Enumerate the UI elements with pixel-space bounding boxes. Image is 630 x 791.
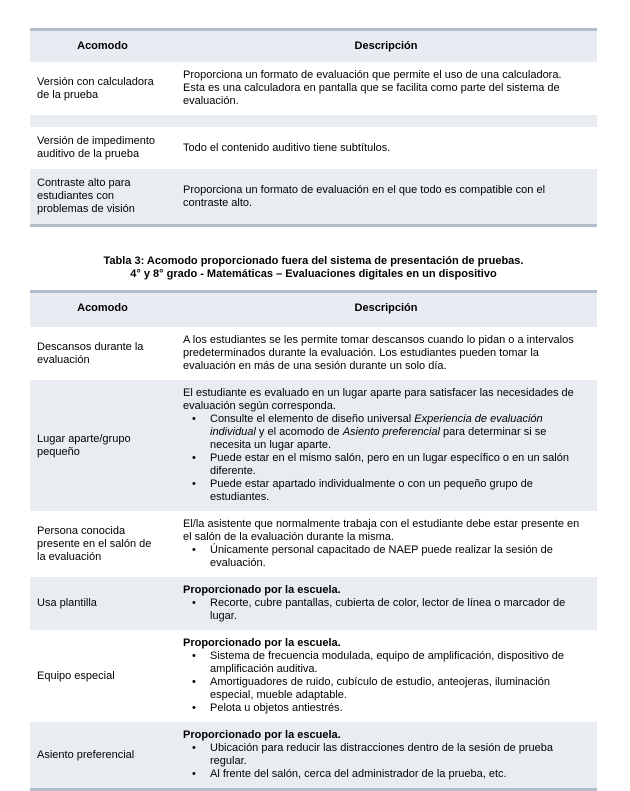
accommodations-table-2	[30, 290, 597, 791]
bullet-item	[183, 676, 581, 702]
accommodations-table-1	[30, 28, 597, 227]
caption-line-2: 4° y 8° grado - Matemáticas – Evaluaciones digitales en un dispositivo	[130, 268, 497, 280]
descripcion-cell	[175, 327, 597, 380]
bullet-marker-icon: •	[192, 544, 196, 556]
table-1-body	[30, 62, 597, 226]
bullet-text: Amortiguadores de ruido, cubículo de estudio, anteojeras, iluminación especial, mueble adaptable.	[210, 676, 550, 701]
descripcion-cell	[175, 630, 597, 722]
bullet-text: Recorte, cubre pantallas, cubierta de color, lector de línea o marcador de lugar.	[210, 597, 566, 622]
description-paragraph: A los estudiantes se les permite tomar descansos cuando lo pidan o a intervalos predeterminados durante la evaluación. Los estudiantes pueden tomar la evaluación en más de una sesión durante un solo día.	[183, 334, 574, 372]
bullet-item	[183, 702, 581, 715]
bullet-text: Puede estar apartado individualmente o con un pequeño grupo de estudiantes.	[210, 478, 533, 503]
table-row	[30, 511, 597, 577]
bullet-item	[183, 413, 581, 452]
description-paragraph: Todo el contenido auditivo tiene subtítulos.	[183, 141, 391, 154]
descripcion-cell	[175, 169, 597, 226]
bullet-marker-icon: •	[192, 702, 196, 714]
descripcion-cell	[175, 380, 597, 511]
description-paragraph: Proporciona un formato de evaluación que permite el uso de una calculadora. Esta es una calculadora en pantalla que se facilita como parte del sistema de evaluación.	[183, 69, 562, 107]
table-row	[30, 380, 597, 511]
acomodo-cell: Contraste alto para estudiantes con problemas de visión	[30, 169, 175, 226]
bullet-item	[183, 544, 581, 570]
table-caption	[30, 255, 597, 281]
bullet-marker-icon: •	[192, 413, 196, 425]
acomodo-cell: Versión de impedimento auditivo de la prueba	[37, 135, 156, 160]
bullet-marker-icon: •	[192, 597, 196, 609]
bullet-item	[183, 742, 581, 768]
table-row	[30, 169, 597, 226]
bullet-marker-icon: •	[192, 768, 196, 780]
descripcion-cell	[175, 62, 597, 115]
header-row	[30, 292, 597, 328]
acomodo-cell: Equipo especial	[37, 669, 115, 682]
table-row	[30, 62, 597, 115]
bullet-marker-icon: •	[192, 650, 196, 662]
descripcion-column-header: Descripción	[175, 292, 597, 328]
descripcion-cell	[175, 127, 597, 169]
description-paragraph: El/la asistente que normalmente trabaja con el estudiante debe estar presente en el salón de la evaluación durante la misma.	[183, 518, 580, 543]
acomodo-cell: Asiento preferencial	[30, 722, 175, 790]
table-2-header	[30, 292, 597, 328]
description-paragraph: El estudiante es evaluado en un lugar aparte para satisfacer las necesidades de evaluación según corresponda.	[183, 387, 574, 412]
caption-line-1: Tabla 3: Acomodo proporcionado fuera del sistema de presentación de pruebas.	[103, 255, 524, 267]
bullet-item	[183, 650, 581, 676]
bullet-text: Pelota u objetos antiestrés.	[210, 702, 343, 714]
bullet-text: Consulte el elemento de diseño universal Experiencia de evaluación individual y el acomodo de Asiento preferencial para determinar si se necesita un lugar aparte.	[210, 413, 547, 451]
descripcion-column-header: Descripción	[175, 30, 597, 63]
bullet-item	[183, 478, 581, 504]
bullet-text: Ubicación para reducir las distracciones dentro de la sesión de prueba regular.	[210, 742, 554, 767]
descripcion-cell	[175, 511, 597, 577]
bullet-marker-icon: •	[192, 452, 196, 464]
table-row	[30, 327, 597, 380]
bullet-marker-icon: •	[192, 478, 196, 490]
description-paragraph: Proporciona un formato de evaluación en el que todo es compatible con el contraste alto.	[183, 183, 546, 209]
bullet-text: Sistema de frecuencia modulada, equipo de amplificación, dispositivo de amplificación auditiva.	[210, 650, 565, 675]
header-row	[30, 30, 597, 63]
descripcion-cell	[175, 722, 597, 790]
bullet-text: Puede estar en el mismo salón, pero en un lugar específico o en un salón diferente.	[210, 452, 569, 477]
description-paragraph: Proporcionado por la escuela.	[183, 584, 341, 596]
bullet-item	[183, 452, 581, 478]
acomodo-cell: Versión con calculadora de la prueba	[37, 75, 154, 101]
acomodo-column-header: Acomodo	[30, 30, 175, 63]
spacer-cell	[30, 115, 597, 127]
acomodo-column-header: Acomodo	[30, 292, 175, 328]
acomodo-cell: Descansos durante la evaluación	[37, 340, 144, 366]
bullet-text: Únicamente personal capacitado de NAEP puede realizar la sesión de evaluación.	[210, 544, 553, 569]
descripcion-cell	[175, 577, 597, 630]
table-1-header	[30, 30, 597, 63]
bullet-marker-icon: •	[192, 742, 196, 754]
description-paragraph: Proporcionado por la escuela.	[183, 729, 341, 741]
acomodo-cell: Usa plantilla	[30, 577, 175, 630]
table-row	[30, 630, 597, 722]
table-row	[30, 722, 597, 790]
table-row	[30, 577, 597, 630]
acomodo-cell: Lugar aparte/grupo pequeño	[30, 380, 175, 511]
bullet-marker-icon: •	[192, 676, 196, 688]
bullet-item	[183, 768, 581, 781]
bullet-item	[183, 597, 581, 623]
table-2-body	[30, 327, 597, 790]
acomodo-cell: Persona conocida presente en el salón de la evaluación	[37, 524, 152, 563]
spacer-row	[30, 115, 597, 127]
bullet-text: Al frente del salón, cerca del administrador de la prueba, etc.	[210, 768, 507, 780]
description-paragraph: Proporcionado por la escuela.	[183, 637, 341, 649]
table-row	[30, 127, 597, 169]
